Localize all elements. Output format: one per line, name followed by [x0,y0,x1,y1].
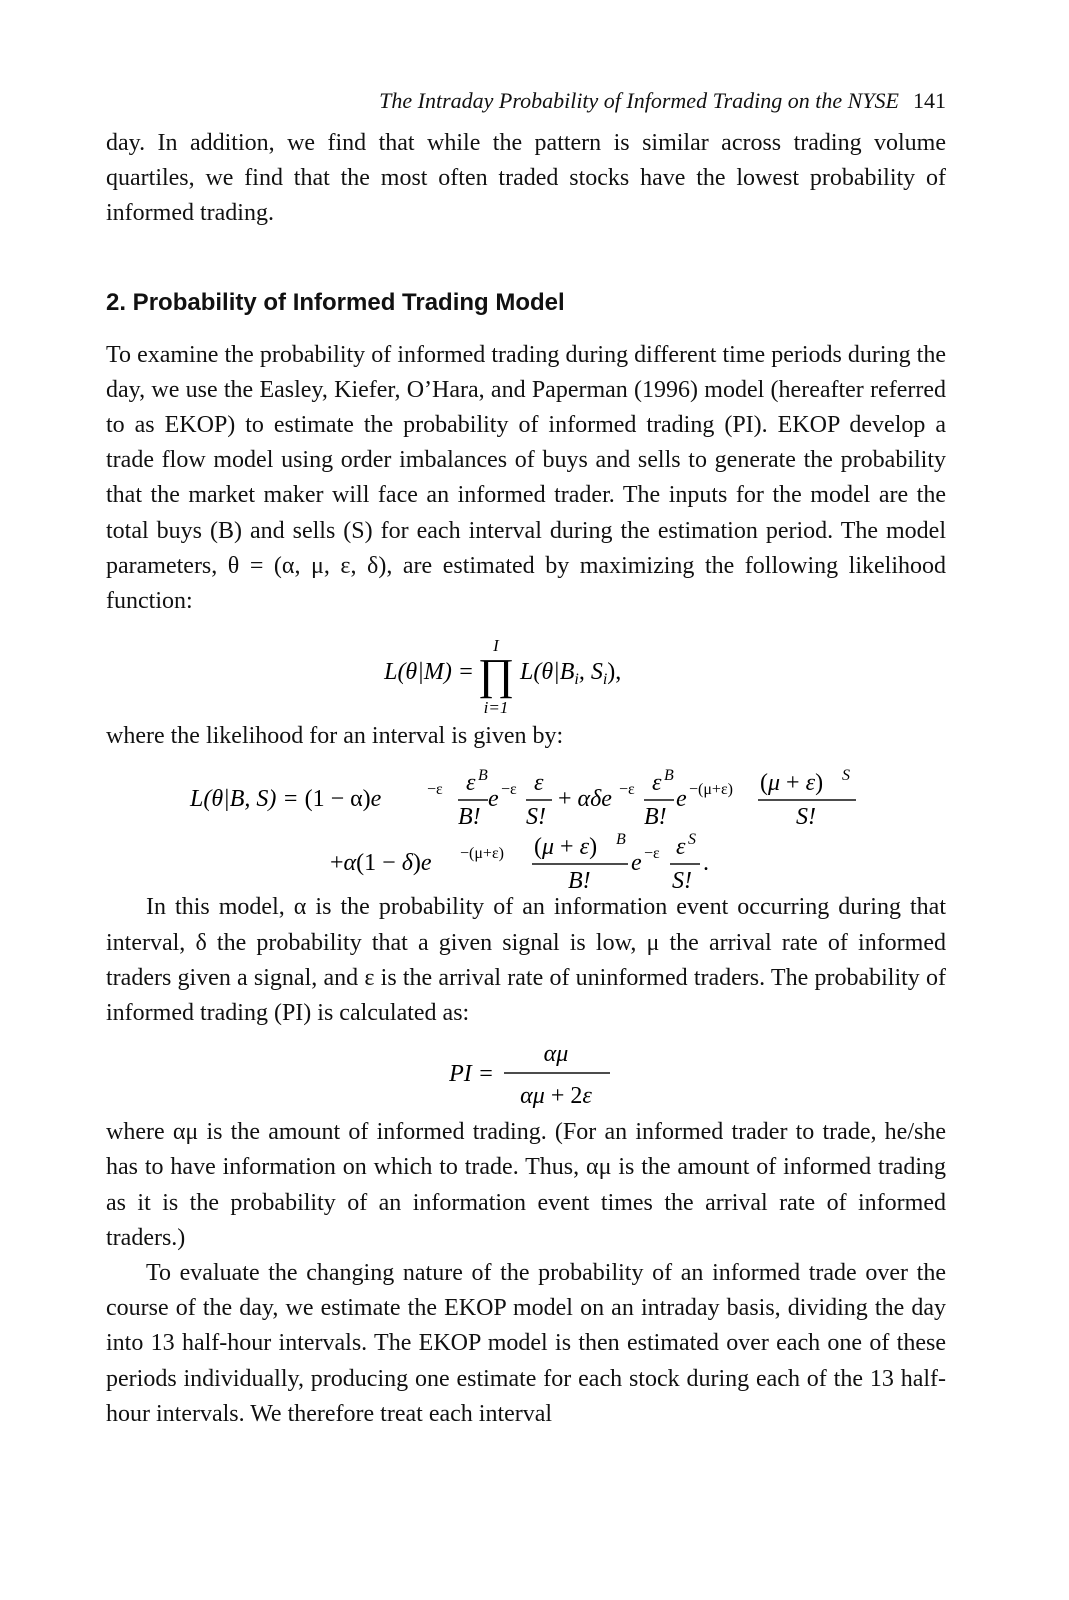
svg-text:−ε: −ε [644,845,660,863]
running-head [106,86,946,122]
eq1-rhs: $L(\theta|B_i$, $S_i$), [520,659,622,689]
svg-text:e: e [488,786,499,813]
paragraph-parameters: In this model, α is the probability of an information event occurring during that interval, δ the probability that a given signal is low, μ the arrival rate of informed traders given a signal, and ε is the arrival rate of uninformed traders. The probability of informed trading (PI) is calculated as: [106,894,946,1027]
eq2-line-2 [330,831,709,890]
svg-text:e: e [676,786,687,813]
svg-text:ε: ε [652,770,662,797]
svg-text:B: B [616,831,626,849]
svg-text:S!: S! [796,804,816,831]
equation-likelihood [106,619,946,719]
svg-text:ε: ε [676,834,686,861]
svg-text:S!: S! [526,804,546,831]
svg-text:S: S [842,767,850,785]
svg-text:L(θ|B, S) = (1 − α)e: L(θ|B, S) = (1 − α)e [190,786,382,813]
equation-pi [106,1031,946,1115]
paragraph-likelihood-interval: where the likelihood for an interval is given by: [106,723,564,750]
svg-text:B!: B! [568,868,591,891]
eq3-denominator: αμ + 2ε [520,1083,592,1110]
svg-text:S: S [688,831,696,849]
svg-text:+ αδe: + αδe [558,786,612,813]
svg-text:ε: ε [534,770,544,797]
page-number: 141 [913,88,946,113]
svg-text:ε: ε [466,770,476,797]
section-heading: 2. Probability of Informed Trading Model [106,288,565,316]
svg-text:−(μ+ε): −(μ+ε) [460,845,504,863]
svg-text:(μ + ε): (μ + ε) [534,834,598,861]
eq1-upper: I [493,636,499,656]
equation-interval-likelihood [106,754,946,890]
page [106,86,946,1432]
paragraph-model-intro: To examine the probability of informed trading during different time periods during the day, we use the Easley, Kiefer, O’Hara, and Paperman (1996) model (hereafter referred to as EKOP) to estimate the probability of informed trading (PI). EKOP develop a trade flow model using order imbalances of buys and sells to generate the probability that the market maker will face an informed trader. The inputs for the model are the total buys (B) and sells (S) for each interval during the estimation period. The model parameters, θ = (α, μ, ε, δ), are estimated by maximizing the following likelihood function: [106,341,946,615]
eq1-product-operator: ∏ [477,650,515,700]
svg-text:e: e [631,850,642,877]
paragraph-informed-trading: where αμ is the amount of informed trading. (For an informed trader to trade, he/she has to have information on which to trade. Thus, αμ is the amount of informed trading as it is the probability of an information event times the arrival rate of informed traders.) [106,1119,946,1251]
svg-text:+α(1 − δ)e: +α(1 − δ)e [330,850,432,877]
paragraph-continuation: day. In addition, we find that while the pattern is similar across trading volume quartiles, we find that the most often traded stocks have the lowest probability of informed trading. [106,130,946,227]
svg-text:−ε: −ε [501,781,517,799]
svg-text:B: B [478,767,488,785]
eq2-line-1 [189,767,856,830]
paragraph-intraday: To evaluate the changing nature of the probability of an informed trade over the course of the day, we estimate the EKOP model on an intraday basis, dividing the day into 13 half-hour intervals. The EKOP model is then estimated over each one of these periods individually, producing one estimate for each stock during each of the 13 half-hour intervals. We therefore treat each interval [106,1260,946,1427]
svg-text:B: B [664,767,674,785]
svg-text:B!: B! [644,804,667,831]
svg-text:B!: B! [458,804,481,831]
svg-text:−ε: −ε [619,781,635,799]
eq1-lhs: L(θ|M) = [384,659,474,686]
svg-text:(μ + ε): (μ + ε) [760,770,824,797]
svg-text:−ε: −ε [427,781,443,799]
eq3-lhs: PI = [449,1061,494,1088]
eq1-lower: i=1 [483,698,509,718]
svg-text:.: . [703,850,709,877]
svg-text:−(μ+ε): −(μ+ε) [689,781,733,799]
running-title: The Intraday Probability of Informed Trading on the NYSE [379,88,899,113]
eq3-numerator: αμ [543,1041,569,1068]
svg-text:S!: S! [672,868,692,891]
